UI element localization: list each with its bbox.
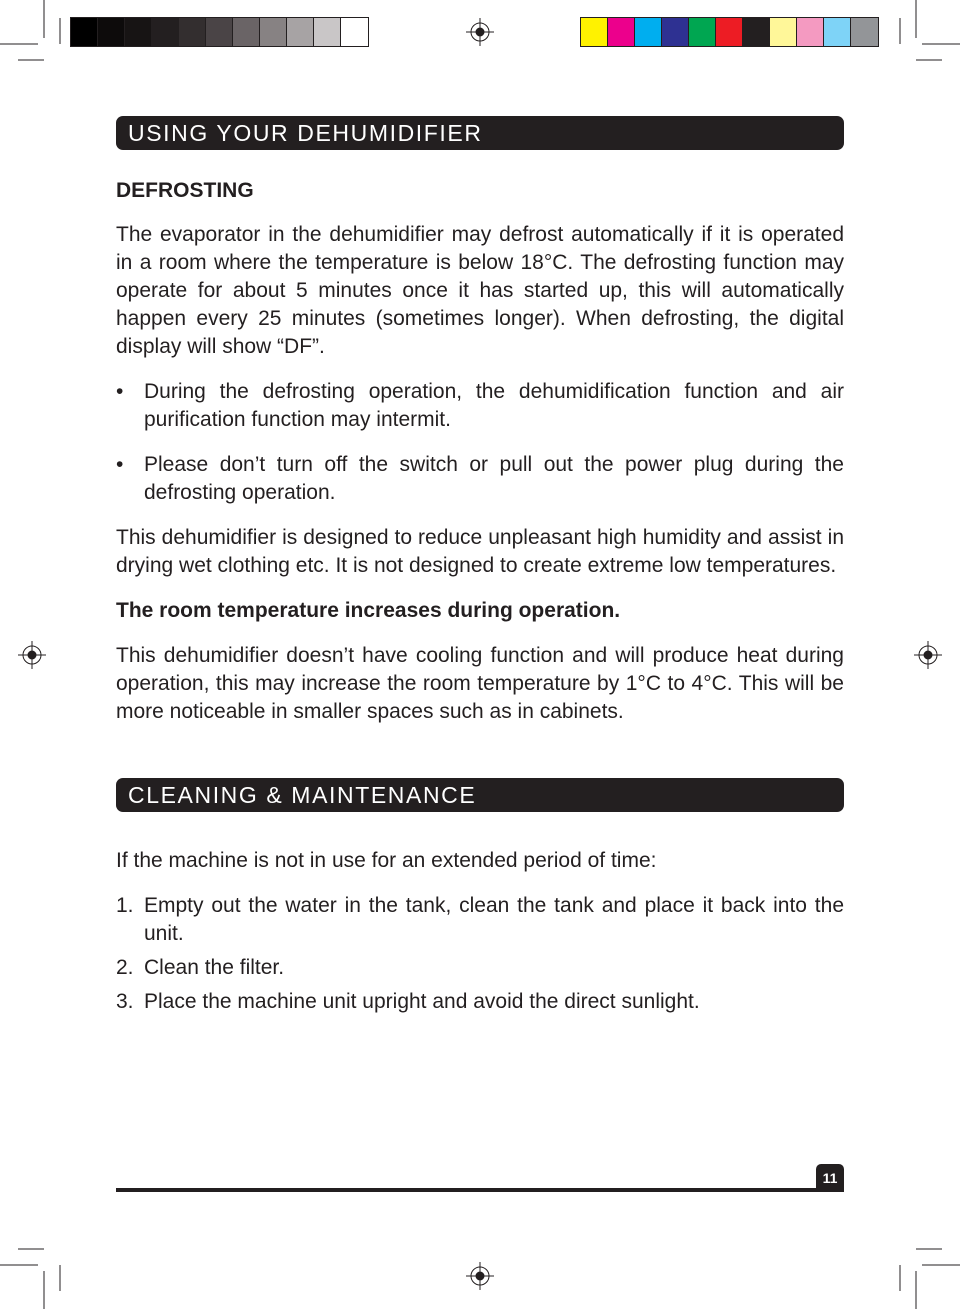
list-item — [116, 378, 844, 434]
color-swatch — [608, 18, 635, 46]
defrosting-intro: The evaporator in the dehumidifier may defrost automatically if it is operated in a room where the temperature is below 18°C. The defrosting function may operate for about 5 minutes once it has started up, this will automatically happen every 25 minutes (sometimes longer). When defrosting, the digital display will show “DF”. — [116, 223, 844, 358]
footer-rule — [116, 1188, 844, 1192]
step-text: Place the machine unit upright and avoid the direct sunlight. — [144, 990, 700, 1013]
list-item — [116, 451, 844, 507]
registration-target-left — [18, 641, 46, 669]
bullet-mark: • — [116, 380, 124, 403]
maintenance-intro: If the machine is not in use for an extended period of time: — [116, 849, 657, 872]
bullet-text: During the defrosting operation, the dehumidification function and air purification function may intermit. — [144, 380, 844, 431]
color-swatch — [314, 18, 341, 46]
design-note: This dehumidifier is designed to reduce unpleasant high humidity and assist in drying wet clothing etc. It is not designed to create extreme low temperatures. — [116, 526, 844, 577]
step-number: 3. — [116, 990, 134, 1013]
defrosting-heading: DEFROSTING — [116, 179, 254, 202]
list-item — [116, 892, 844, 948]
color-swatch — [716, 18, 743, 46]
color-swatch — [689, 18, 716, 46]
color-swatch — [341, 18, 368, 46]
color-swatch — [662, 18, 689, 46]
room-temp-heading-text: The room temperature increases during operation — [116, 599, 615, 622]
page-content — [116, 116, 844, 1016]
color-swatch — [125, 18, 152, 46]
registration-target-bottom — [466, 1262, 494, 1290]
bullet-text: Please don’t turn off the switch or pull out the power plug during the defrosting operation. — [144, 453, 844, 504]
color-swatch — [71, 18, 98, 46]
color-swatch — [233, 18, 260, 46]
list-item — [116, 954, 844, 982]
color-swatch — [152, 18, 179, 46]
list-item — [116, 988, 844, 1016]
color-swatch — [179, 18, 206, 46]
color-swatch — [743, 18, 770, 46]
registration-target-top — [466, 18, 494, 46]
color-swatch — [770, 18, 797, 46]
color-swatch — [581, 18, 608, 46]
step-text: Clean the filter. — [144, 956, 285, 979]
step-text: Empty out the water in the tank, clean the tank and place it back into the unit. — [144, 894, 844, 945]
bullet-mark: • — [116, 453, 124, 476]
step-number: 1. — [116, 894, 134, 917]
color-swatch — [824, 18, 851, 46]
color-swatch — [797, 18, 824, 46]
color-swatch — [260, 18, 287, 46]
room-temp-text: This dehumidifier doesn’t have cooling function and will produce heat during operation, this may increase the room temperature by 1°C to 4°C. This will be more noticeable in smaller spaces such as in cabinets. — [116, 644, 844, 723]
page-number: 11 — [816, 1164, 844, 1192]
color-swatch — [98, 18, 125, 46]
room-temp-heading — [116, 597, 844, 625]
step-number: 2. — [116, 956, 134, 979]
grayscale-color-bar — [70, 17, 369, 47]
section-title-using: USING YOUR DEHUMIDIFIER — [116, 116, 844, 150]
color-swatch — [635, 18, 662, 46]
registration-target-right — [914, 641, 942, 669]
room-temp-heading-end: . — [614, 599, 621, 622]
color-swatch — [206, 18, 233, 46]
color-swatch — [851, 18, 878, 46]
process-color-bar — [580, 17, 879, 47]
color-swatch — [287, 18, 314, 46]
section-title-cleaning: CLEANING & MAINTENANCE — [116, 778, 844, 812]
